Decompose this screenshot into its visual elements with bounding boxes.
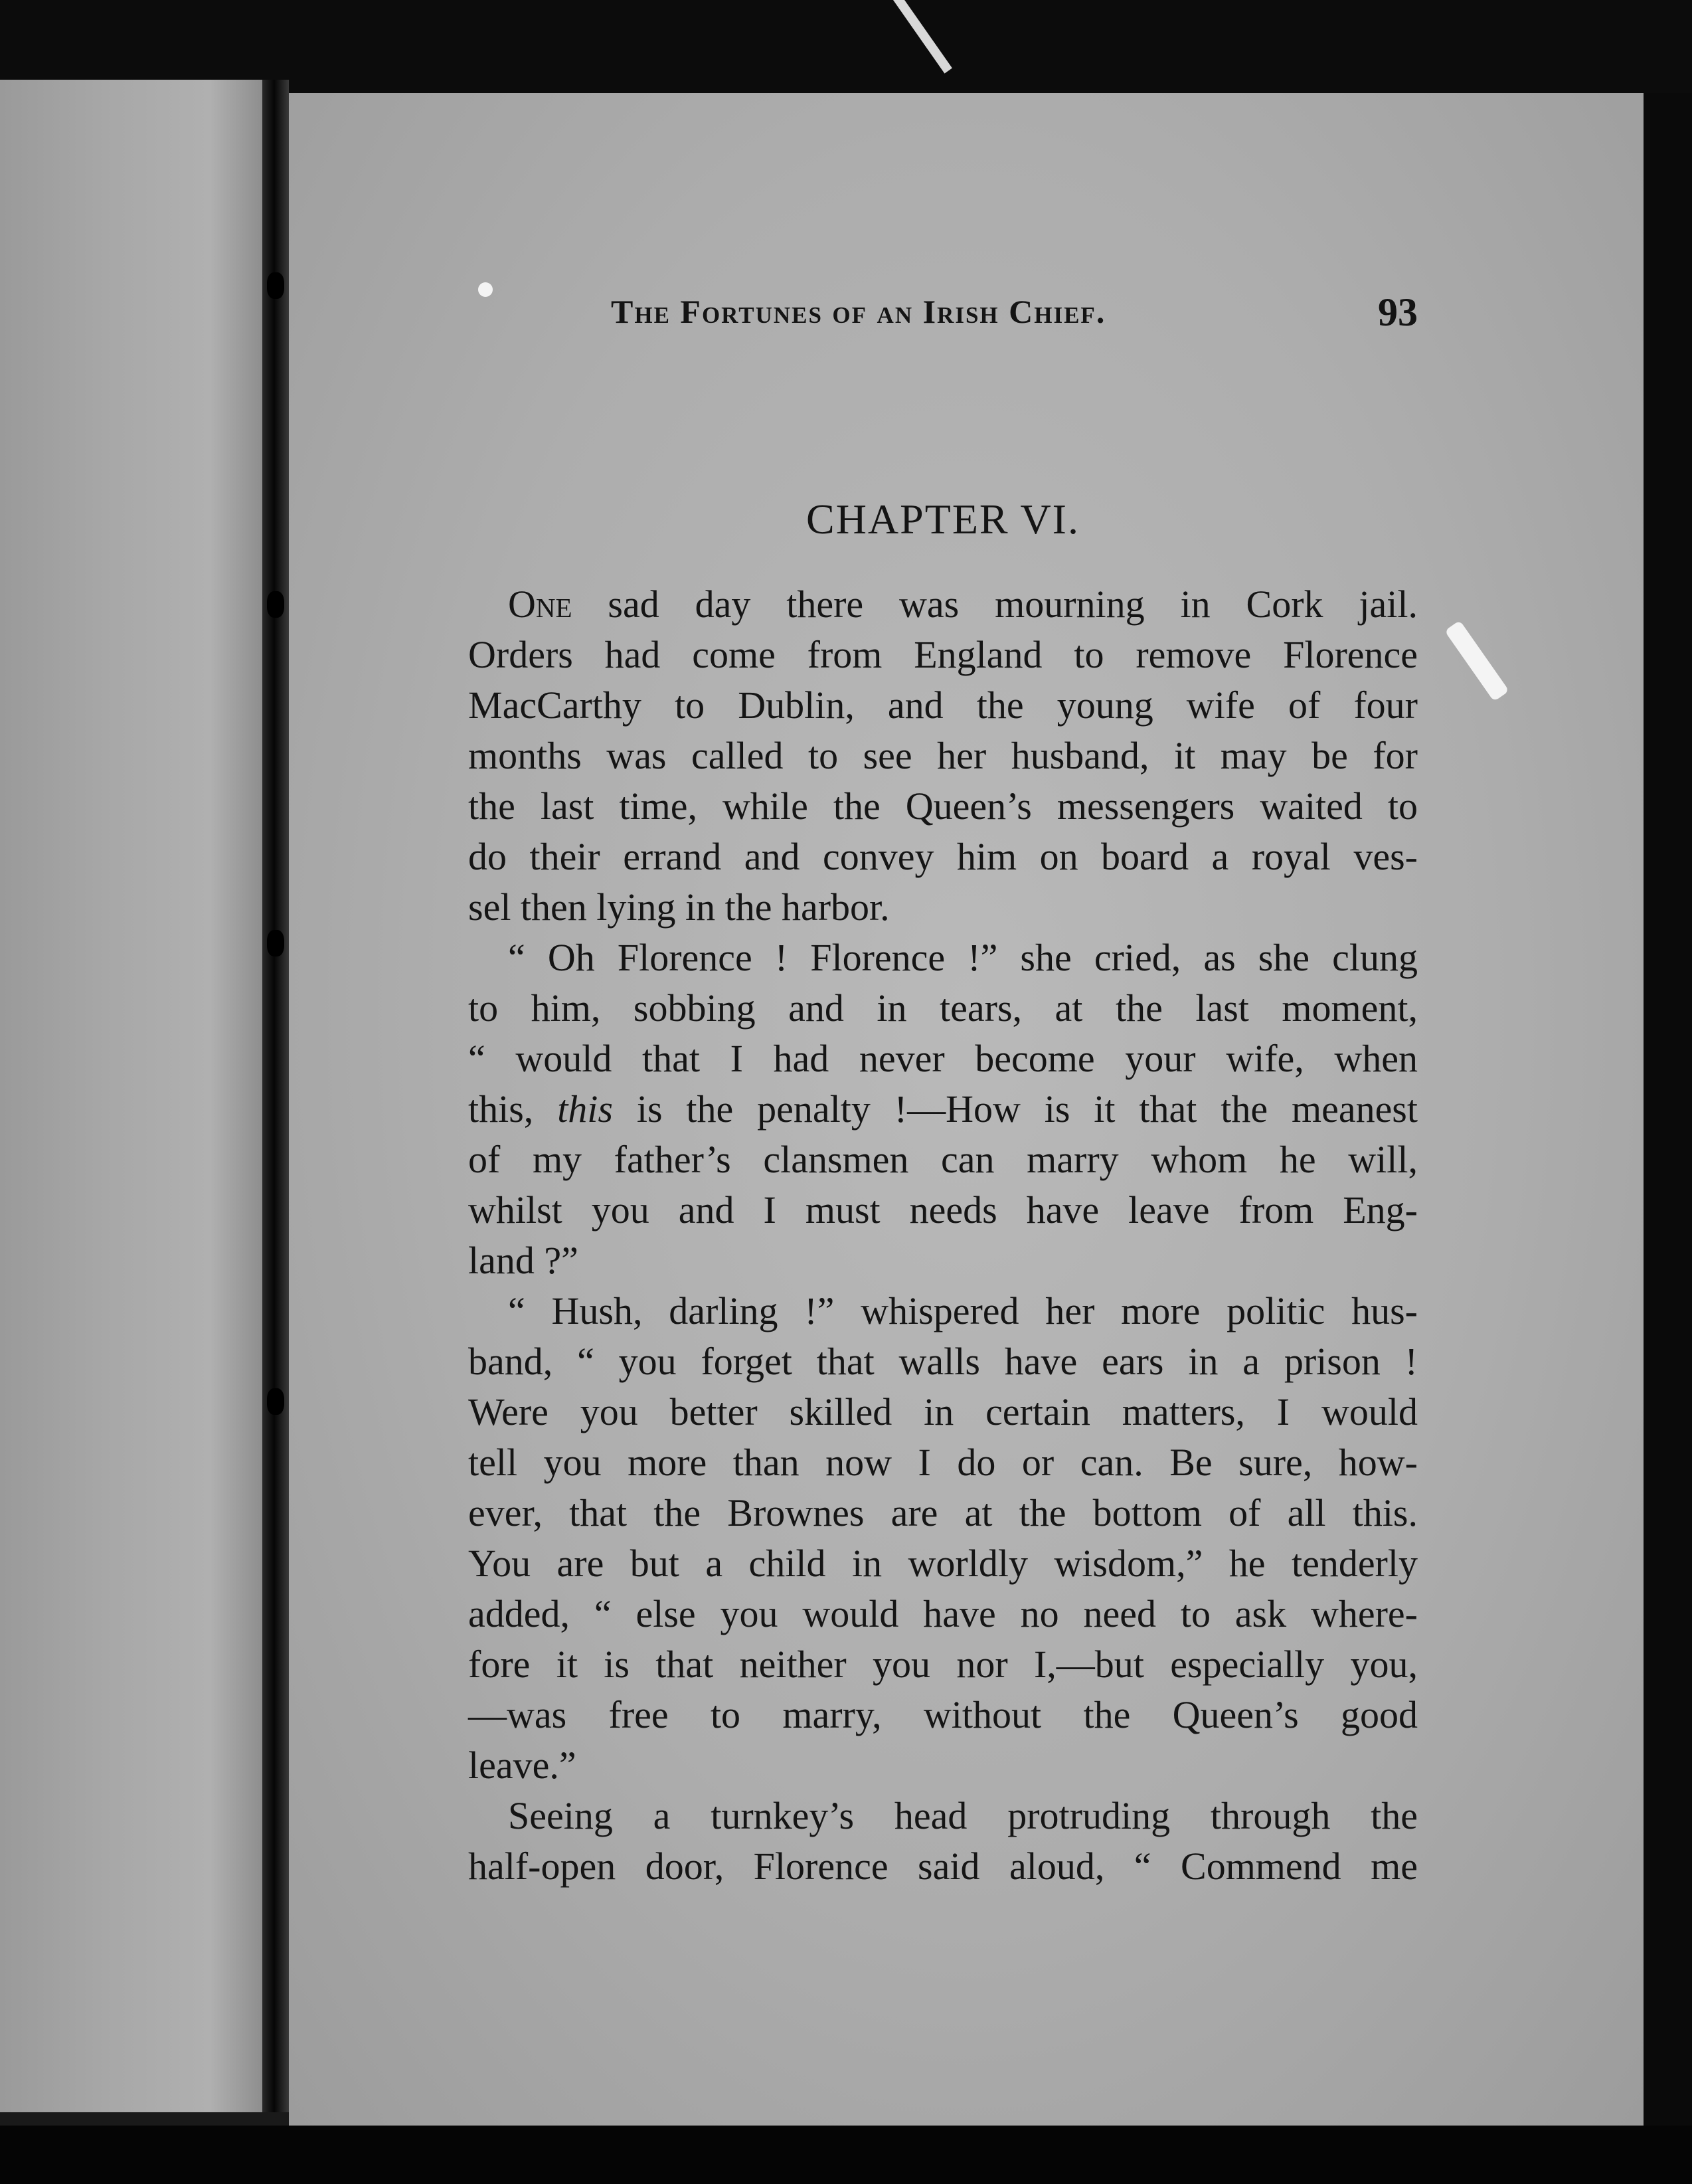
body-line: to him, sobbing and in tears, at the last moment, bbox=[468, 986, 1418, 1030]
scan-blemish bbox=[478, 282, 493, 297]
body-line: leave.” bbox=[468, 1744, 576, 1787]
body-line: added, “ else you would have no need to ask where- bbox=[468, 1592, 1418, 1635]
body-line: “ Oh Florence ! Florence !” she cried, as she clung bbox=[508, 936, 1418, 979]
scan-right-border bbox=[1644, 93, 1692, 2126]
italic-emphasis: this bbox=[557, 1087, 613, 1131]
binding-stitch bbox=[267, 1388, 284, 1415]
body-line: do their errand and convey him on board a royal ves- bbox=[468, 835, 1418, 878]
book-gutter bbox=[262, 80, 289, 2112]
body-line: sel then lying in the harbor. bbox=[468, 885, 890, 929]
body-line: band, “ you forget that walls have ears in a prison ! bbox=[468, 1340, 1418, 1383]
left-facing-page bbox=[0, 80, 262, 2112]
body-line: Were you better skilled in certain matters, I would bbox=[468, 1390, 1418, 1433]
body-line: “ Hush, darling !” whispered her more politic hus- bbox=[508, 1289, 1418, 1332]
body-line: Orders had come from England to remove Florence bbox=[468, 633, 1418, 676]
body-line: land ?” bbox=[468, 1239, 578, 1282]
body-line: You are but a child in worldly wisdom,” he tenderly bbox=[468, 1542, 1418, 1585]
chapter-body bbox=[468, 579, 1418, 1892]
body-line: whilst you and I must needs have leave from Eng- bbox=[468, 1188, 1418, 1231]
body-line: One sad day there was mourning in Cork jail. bbox=[508, 583, 1418, 626]
body-line: “ would that I had never become your wife, when bbox=[468, 1037, 1418, 1080]
body-line: ever, that the Brownes are at the bottom of all this. bbox=[468, 1491, 1418, 1534]
body-line: this, this is the penalty !—How is it that the meanest bbox=[468, 1087, 1418, 1131]
body-line: the last time, while the Queen’s messengers waited to bbox=[468, 784, 1418, 828]
binding-stitch bbox=[267, 591, 284, 618]
page-number: 93 bbox=[1378, 290, 1418, 334]
opening-word: One bbox=[508, 583, 572, 626]
binding-stitch bbox=[267, 272, 284, 299]
running-head bbox=[611, 292, 1418, 345]
body-line: Seeing a turnkey’s head protruding through the bbox=[508, 1794, 1418, 1837]
body-line: MacCarthy to Dublin, and the young wife of four bbox=[468, 683, 1418, 727]
running-title: The Fortunes of an Irish Chief. bbox=[611, 293, 1106, 330]
scan-top-border bbox=[0, 0, 1692, 93]
body-line: of my father’s clansmen can marry whom he will, bbox=[468, 1138, 1418, 1181]
body-line: months was called to see her husband, it may be for bbox=[468, 734, 1418, 777]
scan-bottom-border bbox=[0, 2126, 1692, 2184]
body-line: fore it is that neither you nor I,—but especially you, bbox=[468, 1643, 1418, 1686]
binding-stitch bbox=[267, 930, 284, 956]
body-line: —was free to marry, without the Queen’s good bbox=[468, 1693, 1418, 1736]
body-line: half-open door, Florence said aloud, “ Commend me bbox=[468, 1845, 1418, 1888]
chapter-heading: CHAPTER VI. bbox=[806, 496, 1080, 543]
body-line: tell you more than now I do or can. Be sure, how- bbox=[468, 1441, 1418, 1484]
